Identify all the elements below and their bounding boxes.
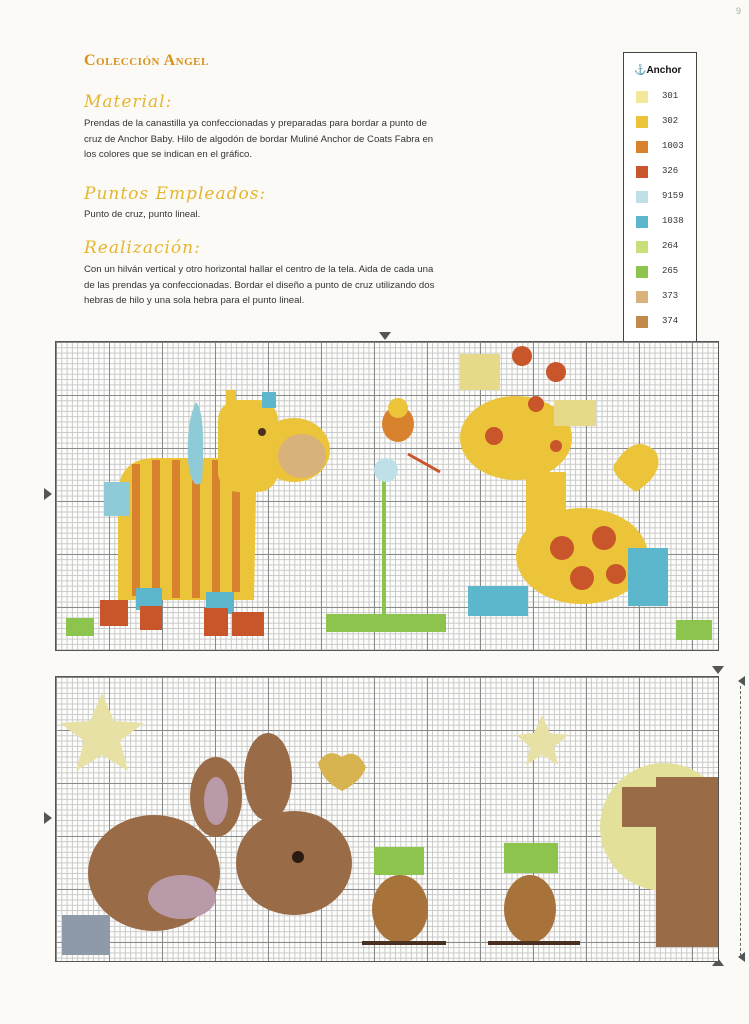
zebra-ear-right <box>262 392 276 408</box>
thread-code: 9159 <box>662 191 684 201</box>
animals-artwork <box>56 342 718 650</box>
flower-head <box>374 458 398 482</box>
repeat-marker-right <box>738 676 745 686</box>
giraffe-leg-back <box>628 548 668 606</box>
material-heading: Material: <box>84 92 173 112</box>
giraffe-heart <box>614 444 659 492</box>
color-swatch <box>636 216 648 228</box>
carrot-motif-1 <box>362 847 446 945</box>
page-corner-mark: 9 <box>735 6 741 16</box>
legend-row <box>624 137 696 157</box>
puntos-heading: Puntos Empleados: <box>84 184 267 204</box>
bunny-ear-right <box>244 733 292 821</box>
color-swatch <box>636 316 648 328</box>
zebra-muzzle <box>278 434 326 478</box>
flower-bird-motif <box>374 398 440 614</box>
thread-code: 1003 <box>662 141 684 151</box>
anchor-icon: ⚓ <box>634 65 647 76</box>
pattern-chart-bunnies <box>55 676 719 962</box>
legend-row <box>624 312 696 332</box>
carrot-motif-2 <box>488 843 580 945</box>
repeat-marker-right-bottom <box>738 952 745 962</box>
giraffe-ear-right <box>554 400 596 426</box>
bunny-pattern-edge <box>62 915 110 955</box>
giraffe-horn-right <box>546 362 566 382</box>
legend-row <box>624 162 696 182</box>
thread-code: 301 <box>662 91 679 101</box>
center-marker-left-2 <box>44 812 52 824</box>
star-large <box>60 693 144 771</box>
puntos-text: Punto de cruz, punto lineal. <box>84 209 201 220</box>
thread-code: 264 <box>662 241 679 251</box>
legend-brand-label: Anchor <box>646 65 682 76</box>
legend-row <box>624 187 696 207</box>
color-swatch <box>636 291 648 303</box>
realizacion-text: Con un hilván vertical y otro horizontal hallar el centro de la tela. Aida de cada una de las prendas ya confeccionadas. Bordar el diseño a punto de cruz utilizando dos hebras de hilo y una sola hebra para el punto lineal. <box>84 264 435 306</box>
color-swatch <box>636 166 648 178</box>
color-swatch <box>636 141 648 153</box>
thread-code: 302 <box>662 116 679 126</box>
material-text: Prendas de la canastilla ya confeccionadas y preparadas para bordar a punto de cruz de Anchor Baby. Hilo de algodón de bordar Muliné Anchor de Coats Fabra en los colores que se indican en el gráfico. <box>84 118 434 160</box>
bunny-nose <box>292 851 304 863</box>
giraffe-horn-left <box>512 346 532 366</box>
thread-code: 265 <box>662 266 679 276</box>
legend-row <box>624 287 696 307</box>
collection-title: Colección Angel <box>84 52 209 69</box>
giraffe-motif <box>460 346 668 616</box>
thread-code: 373 <box>662 291 679 301</box>
center-marker-left-1 <box>44 488 52 500</box>
repeat-marker-top <box>712 666 724 674</box>
thread-code: 1038 <box>662 216 684 226</box>
zebra-ear-left <box>226 390 236 408</box>
bunny-motif <box>62 733 352 955</box>
color-swatch <box>636 266 648 278</box>
legend-row <box>624 212 696 232</box>
legend-row <box>624 262 696 282</box>
bird-branch <box>408 454 440 472</box>
giraffe-leg-front <box>468 586 528 616</box>
zebra-eye <box>258 428 266 436</box>
color-swatch <box>636 91 648 103</box>
legend-row <box>624 237 696 257</box>
legend-row <box>624 112 696 132</box>
giraffe-ear-left <box>460 354 500 390</box>
bunny-head <box>236 811 352 915</box>
realizacion-heading: Realización: <box>84 238 201 258</box>
flower-stem <box>382 462 386 614</box>
repeat-dashed-line <box>740 686 741 956</box>
zebra-motif <box>100 390 330 636</box>
star-small <box>516 715 568 765</box>
heart-motif <box>318 753 366 791</box>
pattern-chart-animals <box>55 341 719 651</box>
bunny-partial-motif <box>600 763 718 947</box>
center-marker-top <box>379 332 391 340</box>
thread-code: 374 <box>662 316 679 326</box>
zebra-tail <box>104 482 130 516</box>
color-swatch <box>636 116 648 128</box>
color-swatch <box>636 241 648 253</box>
color-swatch <box>636 191 648 203</box>
bunnies-artwork <box>56 677 718 961</box>
anchor-brand <box>634 65 681 76</box>
grass-patches <box>66 614 712 640</box>
zebra-mane <box>188 402 203 485</box>
bird-head <box>388 398 408 418</box>
legend-row <box>624 87 696 107</box>
thread-code: 326 <box>662 166 679 176</box>
